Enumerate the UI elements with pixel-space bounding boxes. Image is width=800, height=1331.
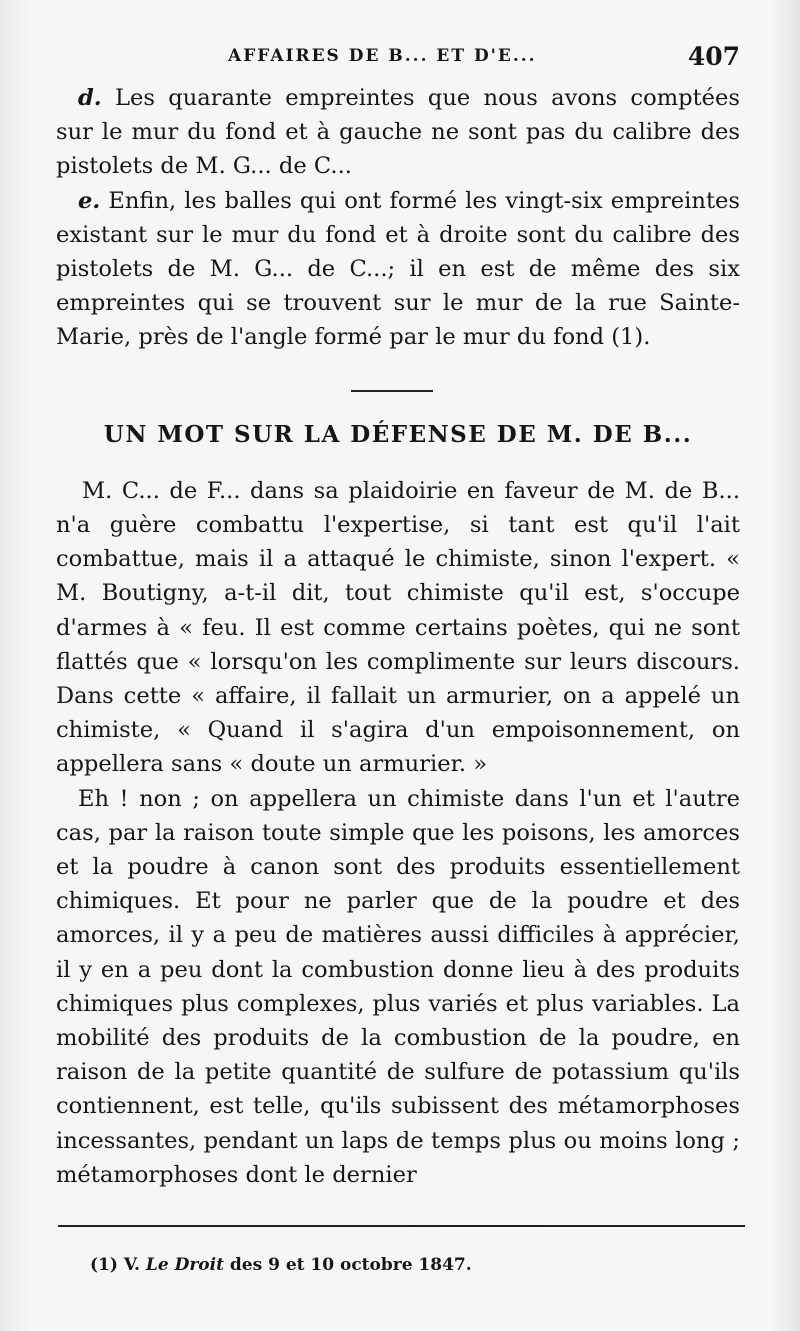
page-number: 407 [687,42,740,71]
footnote-divider [58,1225,745,1227]
footnote-source: Le Droit [145,1255,224,1275]
body-text [56,81,740,1192]
section-divider [351,390,433,392]
paragraph-e-text: Enfin, les balles qui ont formé les vingt-six empreintes existant sur le mur du fond et à droite sont du calibre des pistolets de M. G... de C...; il en est de même des six empreintes qui se trouvent sur le mur de la rue Sainte-Marie, près de l'angle formé par le mur du fond (1). [56,187,741,351]
paragraph-d-text: Les quarante empreintes que nous avons comptées sur le mur du fond et à gauche ne sont pas du calibre des pistolets de M. G... de C... [56,85,740,180]
footnote [90,1255,472,1275]
section-paragraph-2: Eh ! non ; on appellera un chimiste dans l'un et l'autre cas, par la raison toute simple que les poisons, les amorces et la poudre à canon sont des produits essentiellement chimiques. Et pour ne parler que de la poudre et des amorces, il y a peu de matières aussi difficiles à apprécier, il y en a peu dont la combustion donne lieu à des produits chimiques plus complexes, plus variés et plus variables. La mobilité des produits de la combustion de la poudre, en raison de la petite quantité de sulfure de potassium qu'ils contiennent, est telle, qu'ils subissent des métamorphoses incessantes, pendant un laps de temps plus ou moins long ; métamorphoses dont le dernier [56,785,740,1188]
footnote-rest: des 9 et 10 octobre 1847. [229,1255,472,1275]
footnote-prefix: (1) V. [90,1255,140,1275]
paragraph-d [56,81,740,184]
paragraph-e-label: e. [78,187,101,214]
section-paragraph-1: M. C... de F... dans sa plaidoirie en faveur de M. de B... n'a guère combattu l'expertise, si tant est qu'il l'ait combattue, mais il a attaqué le chimiste, sinon l'expert. « M. Boutigny, a-t-il dit, tout chimiste qu'il est, s'occupe d'armes à « feu. Il est comme certains poètes, qui ne sont flattés que « lorsqu'on les complimente sur leurs discours. Dans cette « affaire, il fallait un armurier, on a appelé un chimiste, « Quand il s'agira d'un empoisonnement, on appellera sans « doute un armurier. » [56,477,740,778]
running-head: AFFAIRES DE B... ET D'E... [228,46,537,66]
paragraph-d-label: d. [78,85,102,111]
section-title: UN MOT SUR LA DÉFENSE DE M. DE B... [103,420,693,448]
paragraph-e [56,184,740,355]
page-header [60,42,740,76]
